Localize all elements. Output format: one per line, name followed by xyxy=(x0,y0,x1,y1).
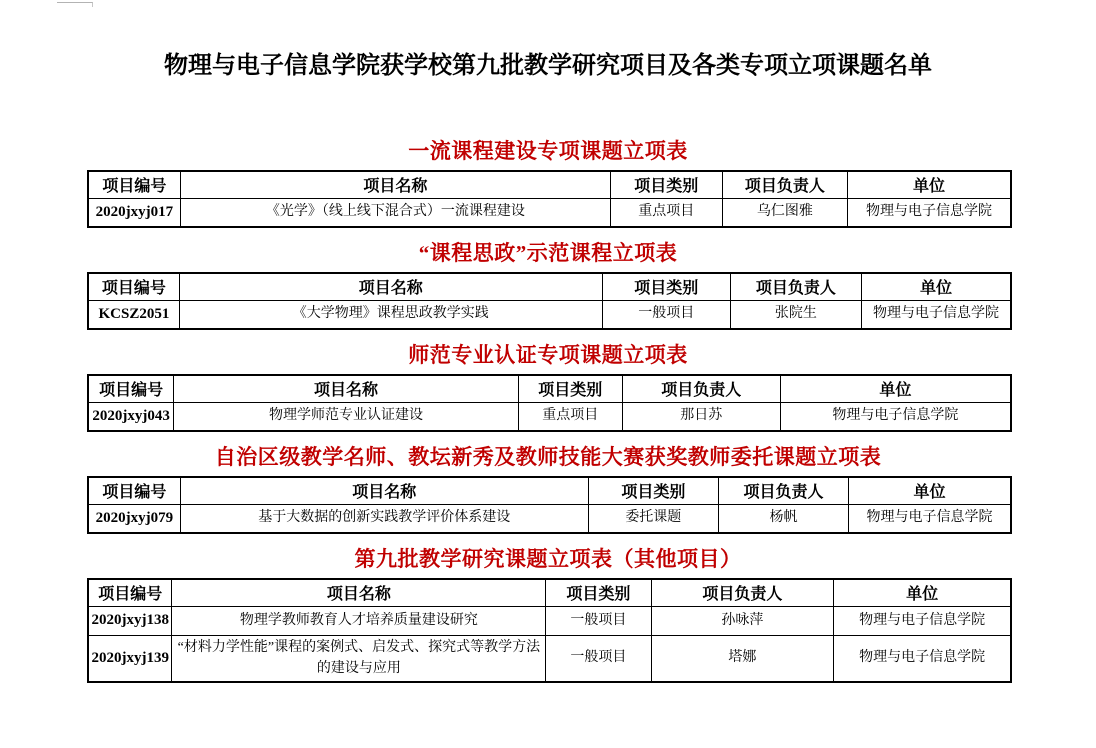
column-header: 单位 xyxy=(861,273,1011,300)
table-header-row xyxy=(88,579,1011,606)
table-body xyxy=(88,198,1011,227)
column-header: 项目类别 xyxy=(546,579,651,606)
project-id-cell: 2020jxyj017 xyxy=(88,198,180,227)
section-heading: 自治区级教学名师、教坛新秀及教师技能大赛获奖教师委托课题立项表 xyxy=(214,445,882,469)
project-section xyxy=(0,240,1096,330)
column-header: 项目类别 xyxy=(518,375,622,402)
column-header: 项目名称 xyxy=(180,171,610,198)
unit-cell: 物理与电子信息学院 xyxy=(861,300,1011,329)
column-header: 项目负责人 xyxy=(651,579,834,606)
project-section xyxy=(0,444,1096,534)
project-id-cell: 2020jxyj043 xyxy=(88,402,174,431)
section-heading: 师范专业认证专项课题立项表 xyxy=(408,343,688,367)
column-header: 项目负责人 xyxy=(622,375,780,402)
column-header: 项目编号 xyxy=(88,375,174,402)
column-header: 项目名称 xyxy=(180,477,588,504)
sections-container xyxy=(0,138,1096,683)
column-header: 单位 xyxy=(848,171,1011,198)
column-header: 项目名称 xyxy=(174,375,518,402)
column-header: 项目负责人 xyxy=(718,477,848,504)
column-header: 单位 xyxy=(849,477,1011,504)
project-category-cell: 重点项目 xyxy=(610,198,722,227)
project-table xyxy=(87,578,1012,683)
project-section xyxy=(0,342,1096,432)
project-name-cell: “材料力学性能”课程的案例式、启发式、探究式等教学方法的建设与应用 xyxy=(172,635,546,682)
column-header: 项目编号 xyxy=(88,273,179,300)
page-corner-artifact xyxy=(57,2,93,7)
table-header-row xyxy=(88,375,1011,402)
project-name-cell: 《大学物理》课程思政教学实践 xyxy=(179,300,602,329)
project-category-cell: 重点项目 xyxy=(518,402,622,431)
table-row xyxy=(88,504,1011,533)
unit-cell: 物理与电子信息学院 xyxy=(834,606,1011,635)
table-row xyxy=(88,402,1011,431)
project-table xyxy=(87,272,1012,330)
column-header: 项目名称 xyxy=(172,579,546,606)
project-name-cell: 物理学教师教育人才培养质量建设研究 xyxy=(172,606,546,635)
project-leader-cell: 杨帆 xyxy=(718,504,848,533)
table-header-row xyxy=(88,171,1011,198)
section-heading: “课程思政”示范课程立项表 xyxy=(418,241,678,265)
table-head xyxy=(88,171,1011,198)
column-header: 项目编号 xyxy=(88,171,180,198)
unit-cell: 物理与电子信息学院 xyxy=(848,198,1011,227)
table-row xyxy=(88,606,1011,635)
project-id-cell: 2020jxyj138 xyxy=(88,606,172,635)
project-category-cell: 一般项目 xyxy=(546,635,651,682)
table-body xyxy=(88,606,1011,682)
column-header: 单位 xyxy=(780,375,1011,402)
project-section xyxy=(0,546,1096,683)
column-header: 单位 xyxy=(834,579,1011,606)
project-category-cell: 一般项目 xyxy=(602,300,730,329)
table-head xyxy=(88,477,1011,504)
unit-cell: 物理与电子信息学院 xyxy=(834,635,1011,682)
project-category-cell: 委托课题 xyxy=(588,504,718,533)
table-body xyxy=(88,300,1011,329)
project-id-cell: 2020jxyj079 xyxy=(88,504,180,533)
project-name-cell: 基于大数据的创新实践教学评价体系建设 xyxy=(180,504,588,533)
table-header-row xyxy=(88,477,1011,504)
project-section xyxy=(0,138,1096,228)
project-id-cell: KCSZ2051 xyxy=(88,300,179,329)
document-title: 物理与电子信息学院获学校第九批教学研究项目及各类专项立项课题名单 xyxy=(164,52,932,79)
project-table xyxy=(87,170,1012,228)
project-category-cell: 一般项目 xyxy=(546,606,651,635)
project-leader-cell: 孙咏萍 xyxy=(651,606,834,635)
column-header: 项目类别 xyxy=(588,477,718,504)
table-row xyxy=(88,198,1011,227)
column-header: 项目负责人 xyxy=(722,171,848,198)
table-head xyxy=(88,579,1011,606)
table-row xyxy=(88,300,1011,329)
unit-cell: 物理与电子信息学院 xyxy=(849,504,1011,533)
section-heading: 第九批教学研究课题立项表（其他项目） xyxy=(354,547,742,571)
table-head xyxy=(88,273,1011,300)
project-leader-cell: 那日苏 xyxy=(622,402,780,431)
project-leader-cell: 乌仁图雅 xyxy=(722,198,848,227)
project-table xyxy=(87,476,1012,534)
table-row xyxy=(88,635,1011,682)
project-name-cell: 《光学》（线上线下混合式）一流课程建设 xyxy=(180,198,610,227)
column-header: 项目负责人 xyxy=(730,273,861,300)
column-header: 项目编号 xyxy=(88,579,172,606)
project-leader-cell: 塔娜 xyxy=(651,635,834,682)
section-heading: 一流课程建设专项课题立项表 xyxy=(408,139,688,163)
column-header: 项目类别 xyxy=(602,273,730,300)
column-header: 项目类别 xyxy=(610,171,722,198)
project-leader-cell: 张院生 xyxy=(730,300,861,329)
table-body xyxy=(88,504,1011,533)
project-table xyxy=(87,374,1012,432)
project-name-cell: 物理学师范专业认证建设 xyxy=(174,402,518,431)
table-head xyxy=(88,375,1011,402)
column-header: 项目编号 xyxy=(88,477,180,504)
project-id-cell: 2020jxyj139 xyxy=(88,635,172,682)
table-body xyxy=(88,402,1011,431)
unit-cell: 物理与电子信息学院 xyxy=(780,402,1011,431)
column-header: 项目名称 xyxy=(179,273,602,300)
table-header-row xyxy=(88,273,1011,300)
